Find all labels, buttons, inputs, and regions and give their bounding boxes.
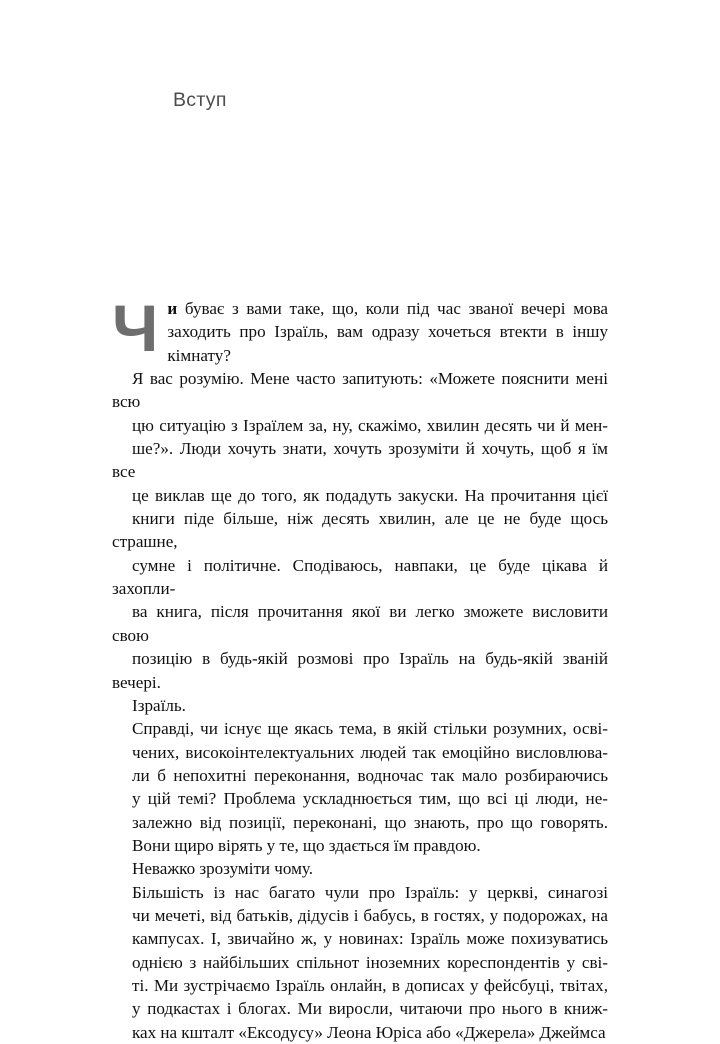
paragraph-2-line-5: книги піде більше, ніж десять хвилин, але це не буде щось страшне, bbox=[112, 509, 608, 552]
paragraph-4 bbox=[112, 717, 608, 857]
paragraph-4-line-3: ли б непохитні переконання, водночас так мало розбираючись bbox=[132, 765, 608, 785]
paragraph-2-line-7: ва книга, після прочитання якої ви легко зможете висловити свою bbox=[112, 602, 608, 645]
paragraph-6-line-5: ті. Ми зустрічаємо Ізраїль онлайн, в дописах у фейсбуці, твітах, bbox=[132, 975, 608, 995]
paragraph-6-line-4: однією з найбільших спільнот іноземних кореспондентів у сві- bbox=[132, 952, 608, 972]
paragraph-1-line-2: заходить про Ізраїль, вам одразу хочеться втекти в іншу bbox=[167, 322, 608, 342]
paragraph-3 bbox=[112, 694, 608, 717]
paragraph-4-line-2: чених, високоінтелектуальних людей так емоційно висловлюва- bbox=[132, 742, 608, 762]
paragraph-5-line-1: Неважко зрозуміти чому. bbox=[132, 859, 313, 879]
paragraph-4-line-4: у цій темі? Проблема ускладнюється тим, що всі ці люди, не- bbox=[132, 789, 608, 809]
paragraph-4-line-5: залежно від позиції, переконані, що знають, про що говорять. bbox=[132, 812, 608, 832]
paragraph-6 bbox=[112, 881, 608, 1044]
paragraph-6-line-7: ках на кшталт «Ексодусу» Леона Юріса або «Джерела» Джеймса bbox=[132, 1022, 606, 1042]
paragraph-6-line-1: Більшість із нас багато чули про Ізраїль: у церкві, синагозі bbox=[132, 882, 608, 902]
page-title: Вступ bbox=[173, 89, 227, 111]
paragraph-2-line-6: сумне і політичне. Сподіваюсь, навпаки, це буде цікава й захопли- bbox=[112, 555, 608, 599]
paragraph-2-line-8: позицію в будь-якій розмові про Ізраїль на будь-якій званій вечері. bbox=[112, 649, 608, 692]
paragraph-1-line-3: кімнату? bbox=[167, 345, 231, 365]
paragraph-1-lead-bold: и bbox=[167, 299, 178, 318]
paragraph-1 bbox=[112, 291, 608, 367]
paragraph-6-line-2: чи мечеті, від батьків, дідусів і бабусь, в гостях, у подорожах, на bbox=[132, 905, 608, 925]
paragraph-3-line-1: Ізраїль. bbox=[132, 695, 186, 715]
body-text-column bbox=[112, 291, 608, 1044]
paragraph-6-line-6: у подкастах і блогах. Ми виросли, читаючи про нього в книж- bbox=[132, 999, 608, 1019]
paragraph-5 bbox=[112, 857, 608, 880]
paragraph-2 bbox=[112, 367, 608, 694]
drop-cap-letter: Ч bbox=[112, 291, 159, 365]
paragraph-2-line-4: це виклав ще до того, як подадуть закуски. На прочитання цієї bbox=[132, 485, 608, 505]
paragraph-1-line-1 bbox=[112, 297, 608, 320]
paragraph-2-line-3: ше?». Люди хочуть знати, хочуть зрозуміти й хочуть, щоб я їм все bbox=[112, 439, 608, 482]
paragraph-2-line-1: Я вас розумію. Мене часто запитують: «Можете пояснити мені всю bbox=[112, 369, 608, 412]
paragraph-4-line-1: Справді, чи існує ще якась тема, в якій стільки розумних, осві- bbox=[132, 719, 608, 739]
paragraph-1-line-1-text: буває з вами таке, що, коли під час званої вечері мова bbox=[177, 299, 608, 318]
paragraph-2-line-2: цю ситуацію з Ізраїлем за, ну, скажімо, хвилин десять чи й мен- bbox=[132, 415, 608, 435]
paragraph-4-line-6: Вони щиро вірять у те, що здається їм правдою. bbox=[132, 835, 481, 855]
paragraph-6-line-3: кампусах. І, звичайно ж, у новинах: Ізраїль може похизуватись bbox=[132, 929, 608, 949]
